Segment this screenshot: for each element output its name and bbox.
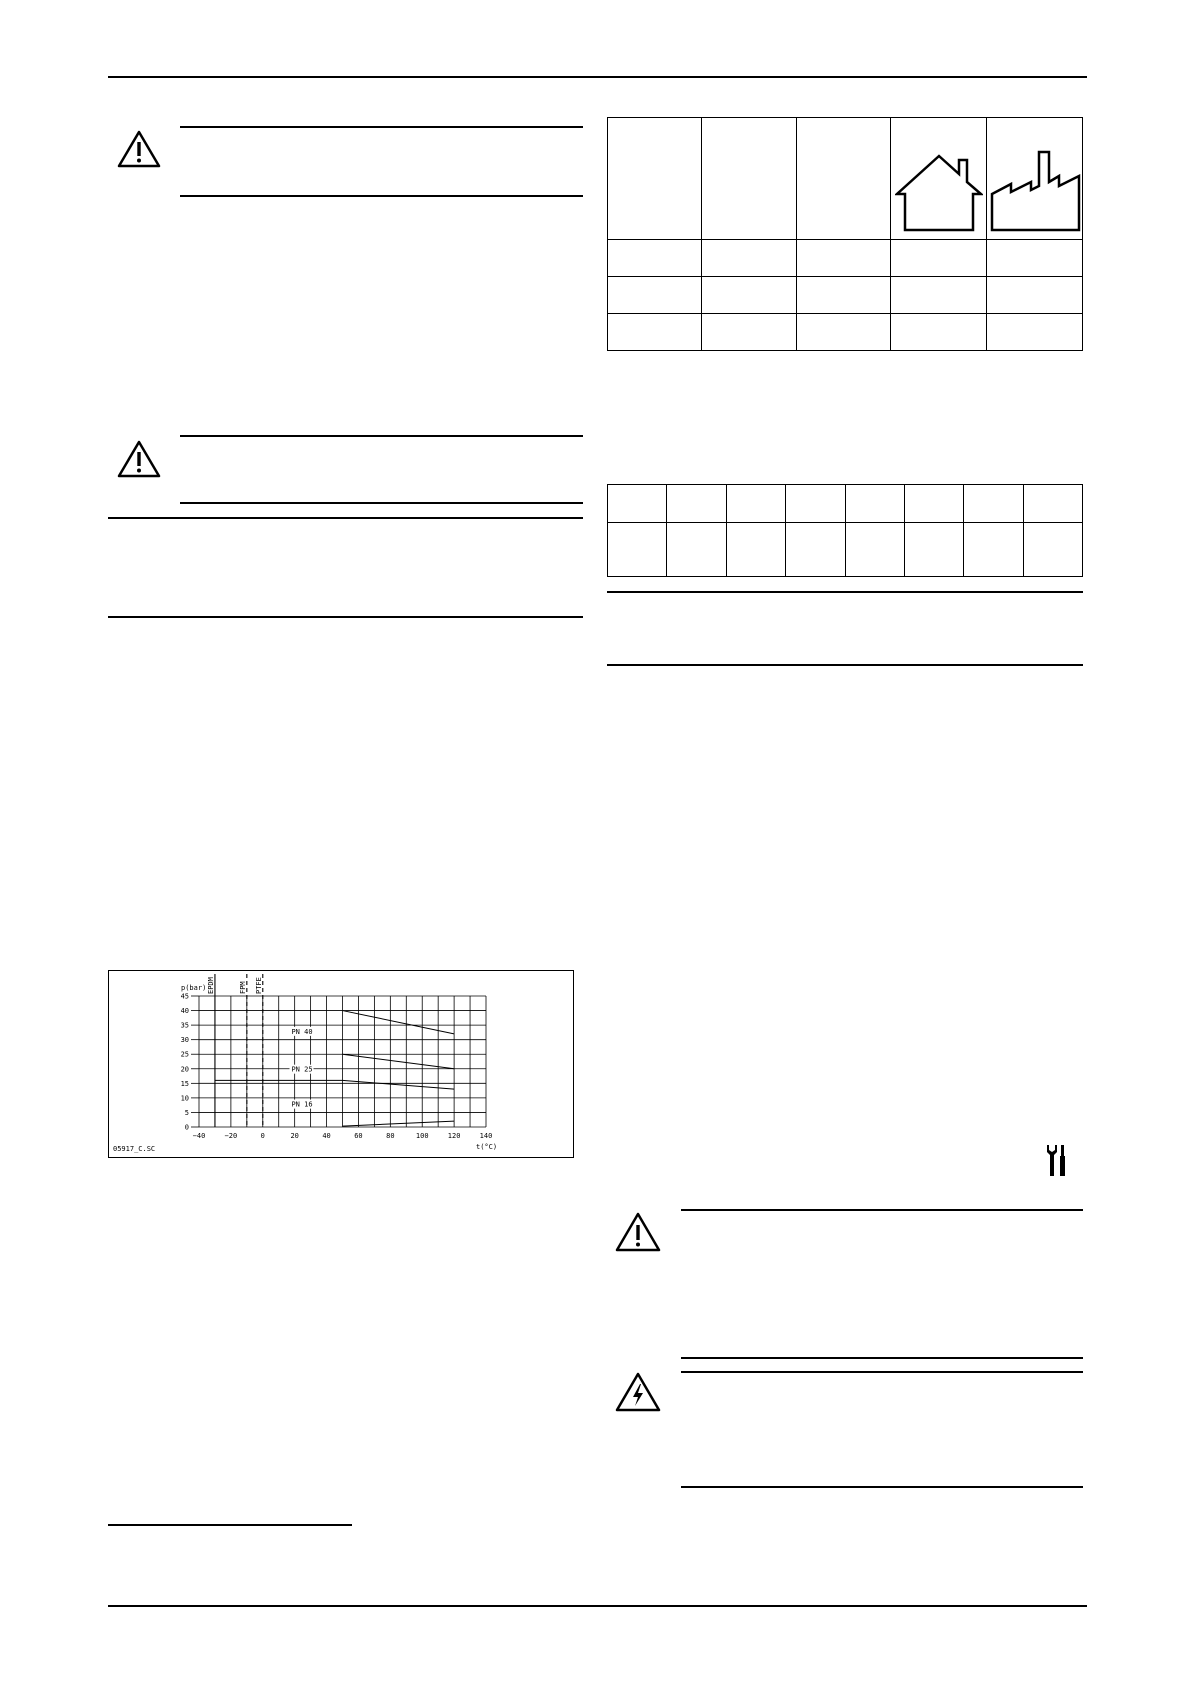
y-tick-label: 30 [180, 1036, 189, 1045]
residential-house-icon [891, 152, 986, 239]
table-cell [964, 523, 1023, 577]
table-cell [796, 314, 890, 351]
table-cell [1023, 523, 1082, 577]
note-rule-top [607, 591, 1083, 593]
industrial-factory-icon [987, 146, 1082, 239]
table-cell [726, 523, 785, 577]
symbol-table [607, 117, 1083, 351]
table-cell [608, 240, 702, 277]
x-tick-label: 60 [354, 1132, 363, 1140]
x-tick-label: 140 [479, 1132, 493, 1140]
table-cell [702, 240, 796, 277]
high-voltage-warning-icon [615, 1372, 661, 1412]
table-cell [667, 485, 726, 523]
top-page-rule [108, 76, 1087, 78]
warning-triangle-icon [117, 130, 161, 168]
series-line [215, 1080, 454, 1089]
warning-rule-top [681, 1209, 1083, 1211]
table-cell [845, 523, 904, 577]
table-cell [726, 485, 785, 523]
y-tick-label: 10 [180, 1094, 189, 1103]
warning-rule-bottom [180, 195, 583, 197]
table-cell [786, 485, 845, 523]
table-cell [786, 523, 845, 577]
x-tick-label: 120 [447, 1132, 461, 1140]
x-tick-label: −40 [192, 1132, 206, 1140]
material-label: FPM [238, 981, 247, 994]
warning-triangle-icon [117, 440, 161, 478]
y-tick-label: 15 [180, 1079, 189, 1088]
table-cell [891, 314, 987, 351]
y-tick-label: 25 [180, 1050, 189, 1059]
x-tick-label: 40 [322, 1132, 331, 1140]
x-tick-label: −20 [224, 1132, 238, 1140]
series-label: PN 16 [291, 1100, 313, 1109]
x-tick-label: 20 [290, 1132, 299, 1140]
table-cell [702, 277, 796, 314]
warning-rule-top [681, 1371, 1083, 1373]
note-rule-top [108, 517, 583, 519]
table-cell [796, 277, 890, 314]
series-label: PN 25 [291, 1065, 313, 1074]
table-cell [845, 485, 904, 523]
warning-rule-top [180, 435, 583, 437]
table-cell [986, 240, 1082, 277]
warning-rule-top [180, 126, 583, 128]
note-rule-bottom [607, 664, 1083, 666]
service-tools-icon [1044, 1143, 1068, 1177]
note-rule-bottom [108, 616, 583, 618]
table-cell [1023, 485, 1082, 523]
material-label: PTFE [254, 977, 263, 994]
footnote-rule [108, 1524, 352, 1526]
table-cell [891, 118, 987, 240]
series-line [343, 1054, 455, 1069]
y-axis-label: p(bar) [181, 984, 207, 992]
table-cell [667, 523, 726, 577]
y-tick-label: 0 [184, 1123, 189, 1132]
table-cell [891, 277, 987, 314]
warning-rule-bottom [180, 502, 583, 504]
table-cell [986, 118, 1082, 240]
chart-svg [109, 971, 573, 1157]
y-tick-label: 5 [184, 1108, 189, 1117]
series-line [343, 1011, 455, 1034]
x-axis-label: t(°C) [476, 1143, 498, 1151]
x-tick-label: 80 [386, 1132, 395, 1140]
y-tick-label: 20 [180, 1065, 189, 1074]
series-label: PN 40 [291, 1027, 313, 1036]
table-cell [796, 118, 890, 240]
table-cell [608, 277, 702, 314]
warning-triangle-icon [615, 1212, 661, 1252]
table-cell [891, 240, 987, 277]
series-line [343, 1121, 455, 1126]
x-tick-label: 100 [415, 1132, 429, 1140]
material-label: EPDM [206, 977, 215, 994]
x-tick-label: 0 [260, 1132, 265, 1140]
warning-rule-bottom [681, 1357, 1083, 1359]
table-cell [702, 314, 796, 351]
table-cell [608, 118, 702, 240]
bottom-page-rule [108, 1605, 1087, 1607]
data-table [607, 484, 1083, 577]
warning-rule-bottom [681, 1486, 1083, 1488]
table-cell [904, 485, 963, 523]
table-cell [986, 277, 1082, 314]
table-cell [608, 314, 702, 351]
pressure-temperature-chart [108, 970, 574, 1158]
table-cell [608, 485, 667, 523]
table-cell [904, 523, 963, 577]
y-tick-label: 45 [180, 992, 189, 1001]
y-tick-label: 40 [180, 1007, 189, 1016]
table-cell [964, 485, 1023, 523]
table-cell [986, 314, 1082, 351]
figure-code: 05917_C.SC [113, 1145, 156, 1153]
table-cell [796, 240, 890, 277]
table-cell [608, 523, 667, 577]
y-tick-label: 35 [180, 1021, 189, 1030]
table-cell [702, 118, 796, 240]
